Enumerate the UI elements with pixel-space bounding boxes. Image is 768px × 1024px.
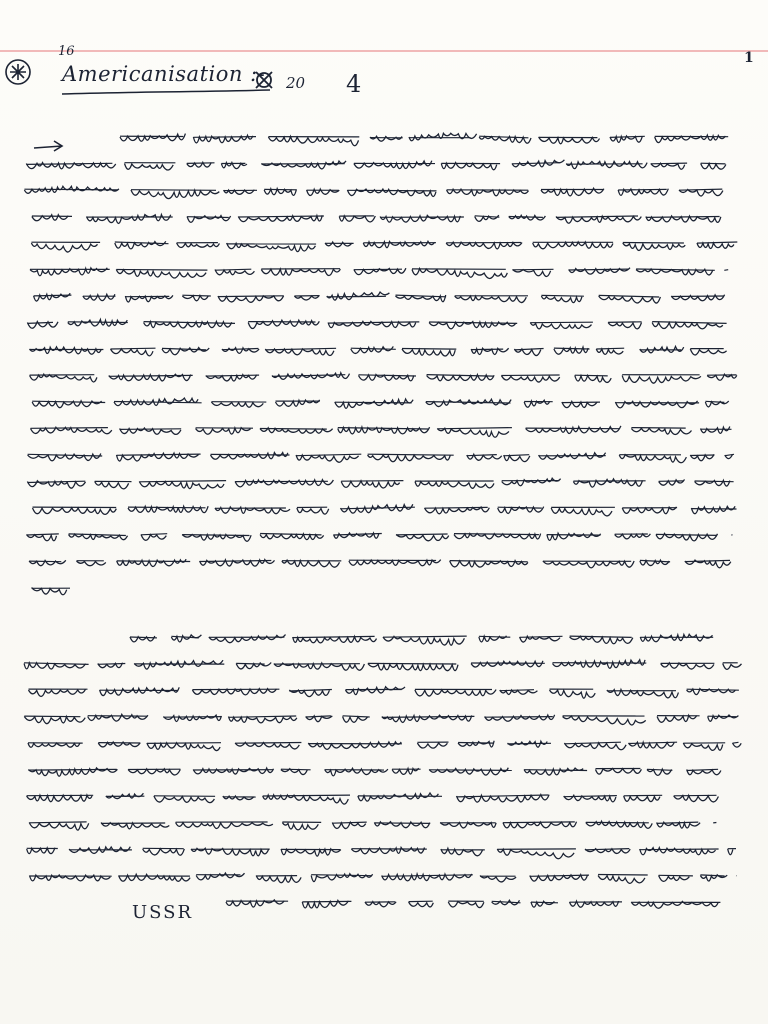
handwritten-line (29, 687, 739, 698)
handwritten-line (27, 533, 733, 541)
handwritten-line (32, 588, 70, 595)
heading-extra-number: 20 (286, 74, 306, 92)
corner-mark: 1 (744, 50, 754, 66)
handwritten-line (31, 241, 737, 252)
handwritten-line (30, 873, 737, 883)
handwritten-line (27, 478, 733, 489)
handwritten-line (30, 373, 737, 383)
arrow-icon (34, 141, 62, 151)
handwritten-line (130, 634, 713, 645)
handwritten-line (24, 660, 741, 671)
handwritten-line (34, 292, 725, 303)
handwritten-line (27, 847, 736, 859)
handwritten-line (32, 398, 729, 408)
handwritten-line (30, 346, 727, 356)
handwritten-line (30, 268, 728, 279)
page-number: 4 (346, 70, 362, 98)
ussr-text: USSR (132, 902, 194, 923)
heading-number: 16 (58, 44, 75, 59)
handwritten-line (33, 504, 737, 516)
handwritten-line (29, 559, 731, 568)
handwritten-line (226, 900, 720, 908)
handwritten-line (28, 453, 734, 463)
handwritten-line (27, 793, 719, 804)
handwritten-line (32, 215, 721, 224)
handwritten-line (24, 186, 722, 198)
handwritten-line (26, 160, 726, 170)
handwritten-line (29, 821, 716, 830)
handwritten-line (120, 133, 728, 145)
handwritten-line (31, 426, 732, 437)
handwritten-line (28, 768, 720, 777)
page-heading: Americanisation :- (62, 62, 266, 86)
handwritten-line (28, 741, 741, 751)
handwritten-line (24, 714, 738, 725)
handwritten-line (27, 319, 726, 328)
